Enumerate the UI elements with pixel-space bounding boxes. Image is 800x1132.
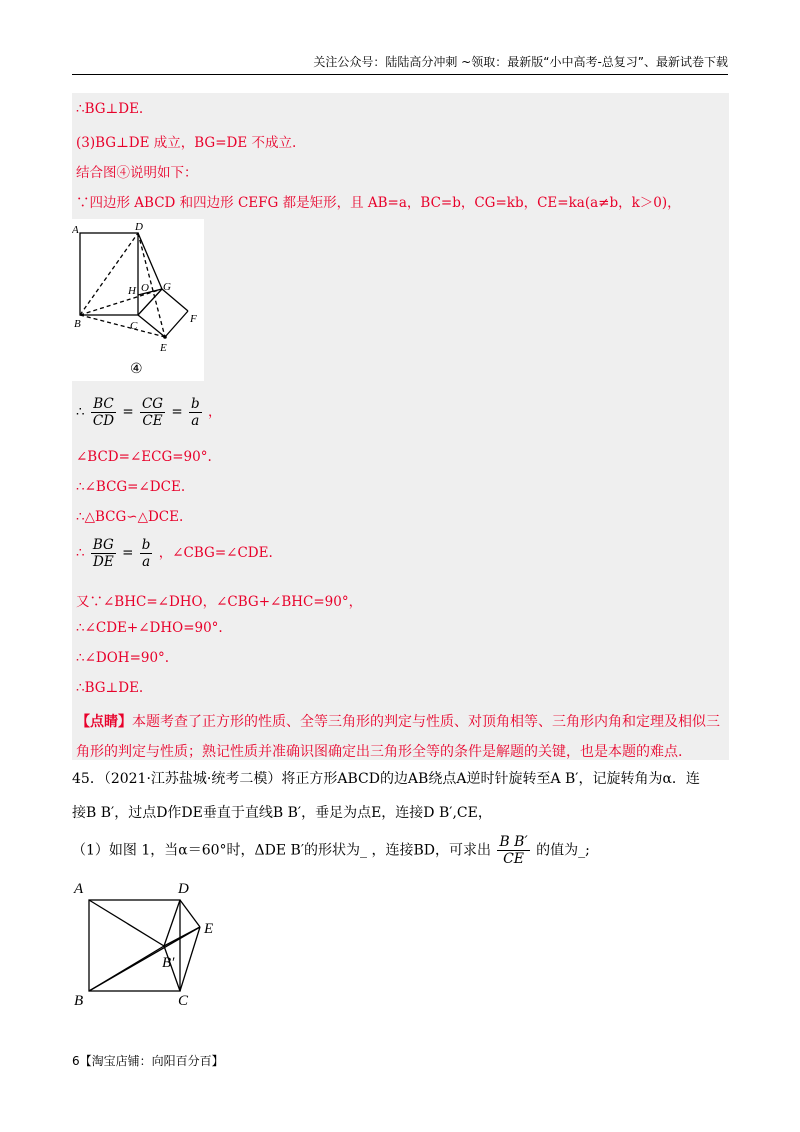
figure-4 bbox=[72, 219, 204, 381]
label-O: O bbox=[141, 282, 149, 294]
label-B: B bbox=[74, 318, 81, 330]
solution-block bbox=[72, 93, 729, 760]
label-F: F bbox=[190, 313, 197, 325]
label-G: G bbox=[163, 281, 171, 293]
page-header bbox=[72, 50, 728, 75]
figure-1 bbox=[72, 878, 232, 1008]
solution-line: ∴∠BCG=∠DCE. bbox=[76, 479, 186, 495]
solution-ratio-line-2: ∴ $\frac{BG}{DE}$ = $\frac{b}{a}$ ，∠CBG=∠CDE. bbox=[76, 537, 273, 570]
solution-line: ∵四边形 ABCD 和四边形 CEFG 都是矩形，且 AB=a，BC=b，CG=kb，CE=ka(a≠b，k＞0)， bbox=[76, 195, 681, 211]
comment-line-1: 【点睛】本题考查了正方形的性质、全等三角形的判定与性质、对顶角相等、三角形内角和定理及相似三 bbox=[76, 714, 720, 730]
comment-tag: 【点睛】 bbox=[76, 714, 132, 730]
fig1-label-E: E bbox=[204, 921, 214, 937]
fig1-label-Bprime: B′ bbox=[162, 955, 175, 971]
label-A: A bbox=[72, 224, 79, 236]
page-footer: 6【淘宝店铺：向阳百分百】 bbox=[72, 1054, 224, 1068]
solution-line: ∴BG⊥DE. bbox=[76, 101, 144, 117]
figure-4-diagram bbox=[72, 219, 204, 381]
fig1-label-D: D bbox=[178, 881, 189, 897]
fig1-label-B: B bbox=[74, 993, 84, 1008]
label-E: E bbox=[160, 342, 167, 354]
fig1-label-A: A bbox=[74, 881, 84, 897]
solution-line: ∴BG⊥DE. bbox=[76, 680, 144, 696]
header-text: 关注公众号：陆陆高分冲刺 ~领取：最新版“小中高考-总复习”、最新试卷下载 bbox=[313, 55, 728, 69]
solution-line: ∴∠DOH=90°. bbox=[76, 650, 170, 666]
solution-line: 又∵∠BHC=∠DHO，∠CBG+∠BHC=90°， bbox=[76, 594, 363, 610]
label-H: H bbox=[128, 285, 136, 297]
problem-line-3: （1）如图 1，当α＝60°时，ΔDE B′的形状为_ ，连接BD，可求出 $\frac{\text{B B′}}{CE}$ 的值为_; bbox=[72, 834, 590, 867]
solution-ratio-line: ∴ $\frac{BC}{CD}$ = $\frac{CG}{CE}$ = $\frac{b}{a}$ ， bbox=[76, 396, 222, 429]
label-C: C bbox=[130, 320, 138, 332]
label-D: D bbox=[135, 221, 143, 233]
figure-1-diagram bbox=[72, 878, 232, 1008]
solution-line: ∴∠CDE+∠DHO=90°. bbox=[76, 620, 223, 636]
fig1-label-C: C bbox=[178, 993, 189, 1008]
solution-line: ∴△BCG∽△DCE. bbox=[76, 509, 184, 525]
problem-line-1: 45．（2021·江苏盐城·统考二模）将正方形ABCD的边AB绕点A逆时针旋转至A B′，记旋转角为α．连 bbox=[72, 771, 700, 787]
solution-line: ∠BCD=∠ECG=90°. bbox=[76, 449, 212, 465]
solution-line: (3)BG⊥DE 成立，BG=DE 不成立. bbox=[76, 135, 297, 151]
comment-line-2: 角形的判定与性质；熟记性质并准确识图确定出三角形全等的条件是解题的关键，也是本题的难点. bbox=[76, 744, 683, 760]
figure-4-caption: ④ bbox=[130, 362, 143, 377]
solution-line: 结合图④说明如下： bbox=[76, 165, 198, 181]
problem-line-2: 接B B′，过点D作DE垂直于直线B B′，垂足为点E，连接D B′,CE， bbox=[72, 805, 492, 821]
